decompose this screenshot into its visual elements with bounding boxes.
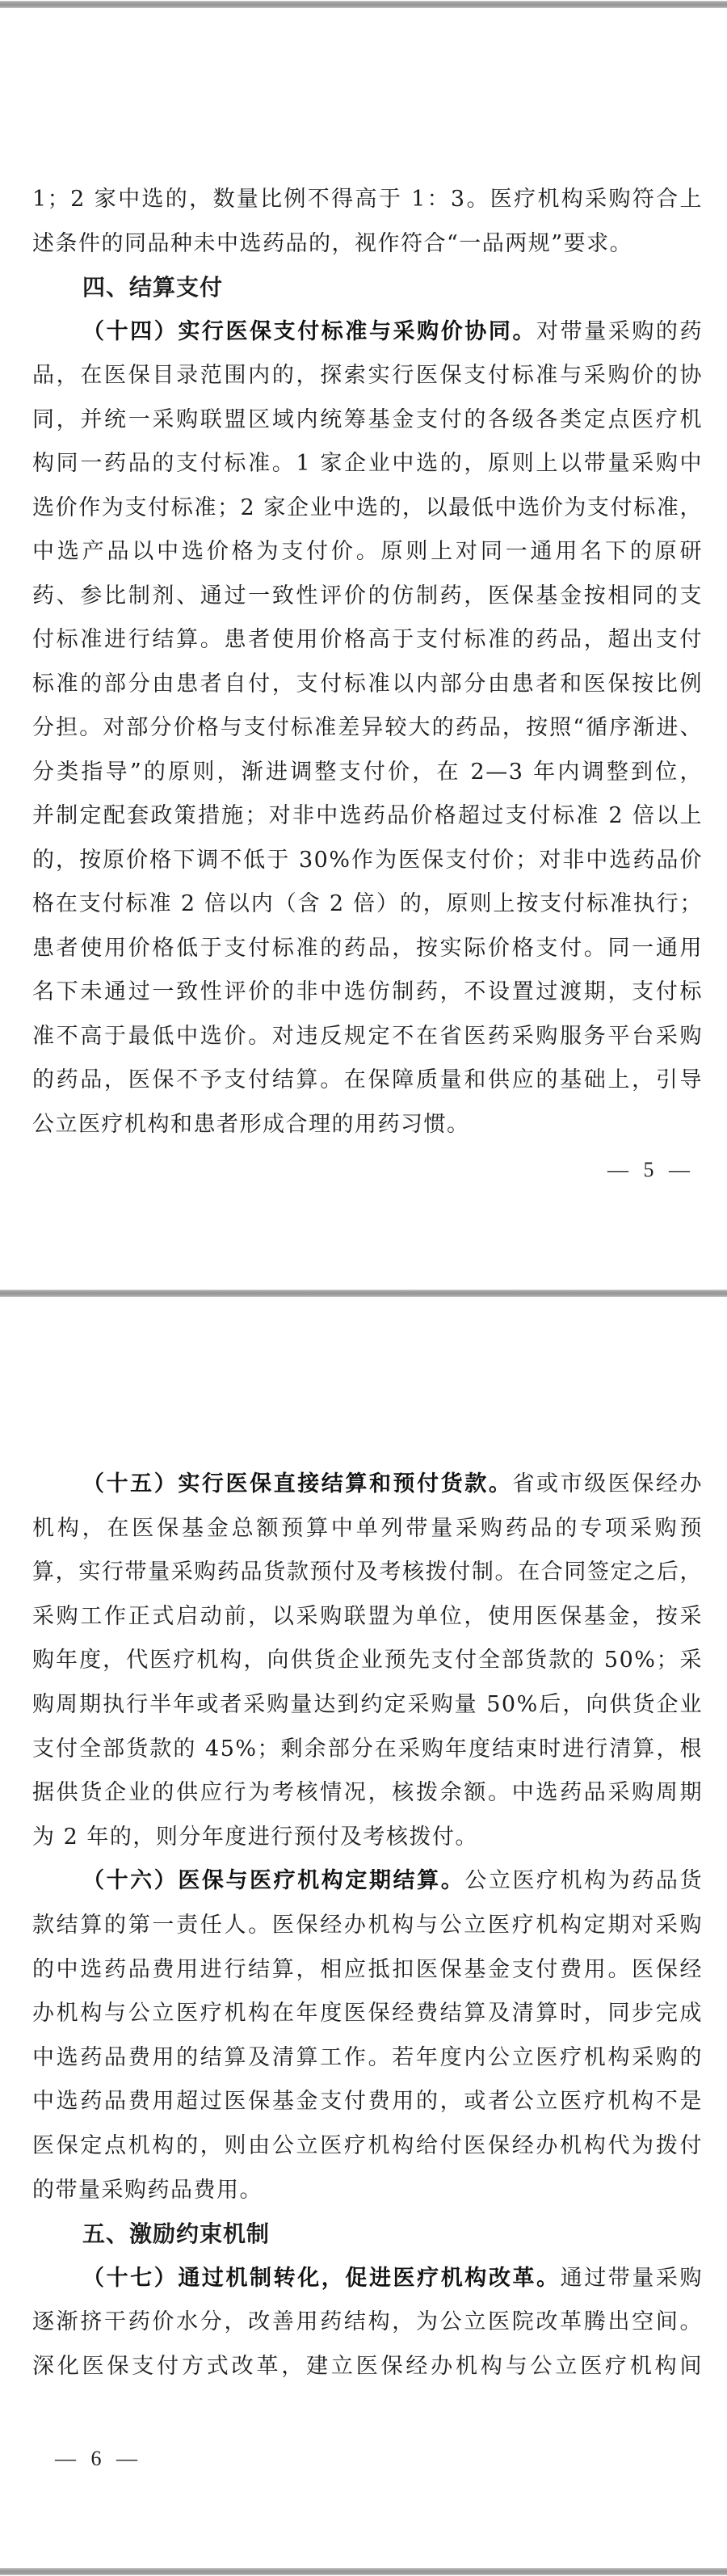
page-number: — 5 — [607,1158,695,1181]
document-line: 药、参比制剂、通过一致性评价的仿制药，医保基金按相同的支 [32,583,703,608]
document-line: 深化医保支付方式改革，建立医保经办机构与公立医疗机构间 [32,2353,703,2379]
document-line: 中选药品费用超过医保基金支付费用的，或者公立医疗机构不是 [32,2089,703,2115]
document-line: 支付全部货款的 45%；剩余部分在采购年度结束时进行清算，根 [32,1736,703,1762]
document-line: 1；2 家中选的，数量比例不得高于 1：3。医疗机构采购符合上 [32,187,703,212]
document-line: 医保定点机构的，则由公立医疗机构给付医保经办机构代为拨付 [32,2132,703,2158]
page-separator [0,1290,727,1297]
document-line: 算，实行带量采购药品货款预付及考核拨付制。在合同签定之后， [32,1559,703,1585]
document-line: 的，按原价格下调不低于 30%作为医保支付价；对非中选药品价 [32,847,703,873]
document-line: 述条件的同品种未中选药品的，视作符合“一品两规”要求。 [32,230,633,256]
document-line: 机构，在医保基金总额预算中单列带量采购药品的专项采购预 [32,1515,703,1541]
document-line: 办机构与公立医疗机构在年度医保经费结算及清算时，同步完成 [32,2001,703,2027]
document-line: 购年度，代医疗机构，向供货企业预先支付全部货款的 50%；采 [32,1648,703,1673]
document-line: 中选药品费用的结算及清算工作。若年度内公立医疗机构采购的 [32,2044,703,2070]
document-line: 选价作为支付标准；2 家企业中选的，以最低中选价为支付标准， [32,495,703,520]
document-line: 格在支付标准 2 倍以内（含 2 倍）的，原则上按支付标准执行； [32,891,703,916]
paragraph-lead-bold: （十六）医保与医疗机构定期结算。 [82,1868,465,1894]
paragraph-lead-bold: （十七）通过机制转化，促进医疗机构改革。 [82,2265,561,2291]
page-5-body [32,178,703,1147]
document-line: 中选产品以中选价格为支付价。原则上对同一通用名下的原研 [32,539,703,564]
document-line: 款结算的第一责任人。医保经办机构与公立医疗机构定期对采购 [32,1912,703,1938]
document-line: 购周期执行半年或者采购量达到约定采购量 50%后，向供货企业 [32,1691,703,1717]
document-line: 准不高于最低中选价。对违反规定不在省医药采购服务平台采购 [32,1023,703,1049]
document-line: 构同一药品的支付标准。1 家企业中选的，原则上以带量采购中 [32,451,703,476]
document-line: 付标准进行结算。患者使用价格高于支付标准的药品，超出支付 [32,627,703,652]
document-line: 分担。对部分价格与支付标准差异较大的药品，按照“循序渐进、 [32,715,703,740]
page-number: — 6 — [55,2447,142,2470]
document-line: 的中选药品费用进行结算，相应抵扣医保基金支付费用。医保经 [32,1956,703,1982]
paragraph-text: 公立医疗机构为药品货 [464,1868,703,1894]
section-heading: 四、结算支付 [82,274,224,301]
document-line: 据供货企业的供应行为考核情况，核拨余额。中选药品采购周期 [32,1780,703,1806]
document-line: 同，并统一采购联盟区域内统筹基金支付的各级各类定点医疗机 [32,406,703,432]
paragraph-lead-bold: （十五）实行医保直接结算和预付货款。 [82,1471,513,1496]
paragraph-text: 省或市级医保经办 [512,1471,703,1496]
document-line: 名下未通过一致性评价的非中选仿制药，不设置过渡期，支付标 [32,979,703,1004]
document-line: 标准的部分由患者自付，支付标准以内部分由患者和医保按比例 [32,671,703,697]
document-line: 患者使用价格低于支付标准的药品，按实际价格支付。同一通用 [32,935,703,961]
paragraph-text: 对带量采购的药 [536,318,703,344]
document-line: 为 2 年的，则分年度进行预付及考核拨付。 [32,1824,478,1850]
document-line: 的药品，医保不予支付结算。在保障质量和供应的基础上，引导 [32,1067,703,1092]
page-separator-bottom [0,2568,727,2575]
paragraph-text: 通过带量采购 [560,2265,703,2291]
paragraph-first-line [32,1859,703,1904]
page-6-body [32,1463,703,2389]
paragraph-lead-bold: （十四）实行医保支付标准与采购价协同。 [82,318,537,344]
section-heading: 五、激励约束机制 [82,2220,271,2248]
paragraph-first-line [32,1463,703,1507]
document-line: 分类指导”的原则，渐进调整支付价，在 2—3 年内调整到位， [32,759,703,785]
paragraph-first-line [32,2257,703,2301]
page-separator-top [0,1,727,8]
paragraph-first-line [32,310,703,355]
document-line: 并制定配套政策措施；对非中选药品价格超过支付标准 2 倍以上 [32,803,703,828]
document-line: 逐渐挤干药价水分，改善用药结构，为公立医院改革腾出空间。 [32,2309,703,2335]
document-line: 的带量采购药品费用。 [32,2177,263,2203]
document-line: 采购工作正式启动前，以采购联盟为单位，使用医保基金，按采 [32,1603,703,1629]
document-line: 公立医疗机构和患者形成合理的用药习惯。 [32,1111,470,1137]
document-line: 品，在医保目录范围内的，探索实行医保支付标准与采购价的协 [32,363,703,388]
